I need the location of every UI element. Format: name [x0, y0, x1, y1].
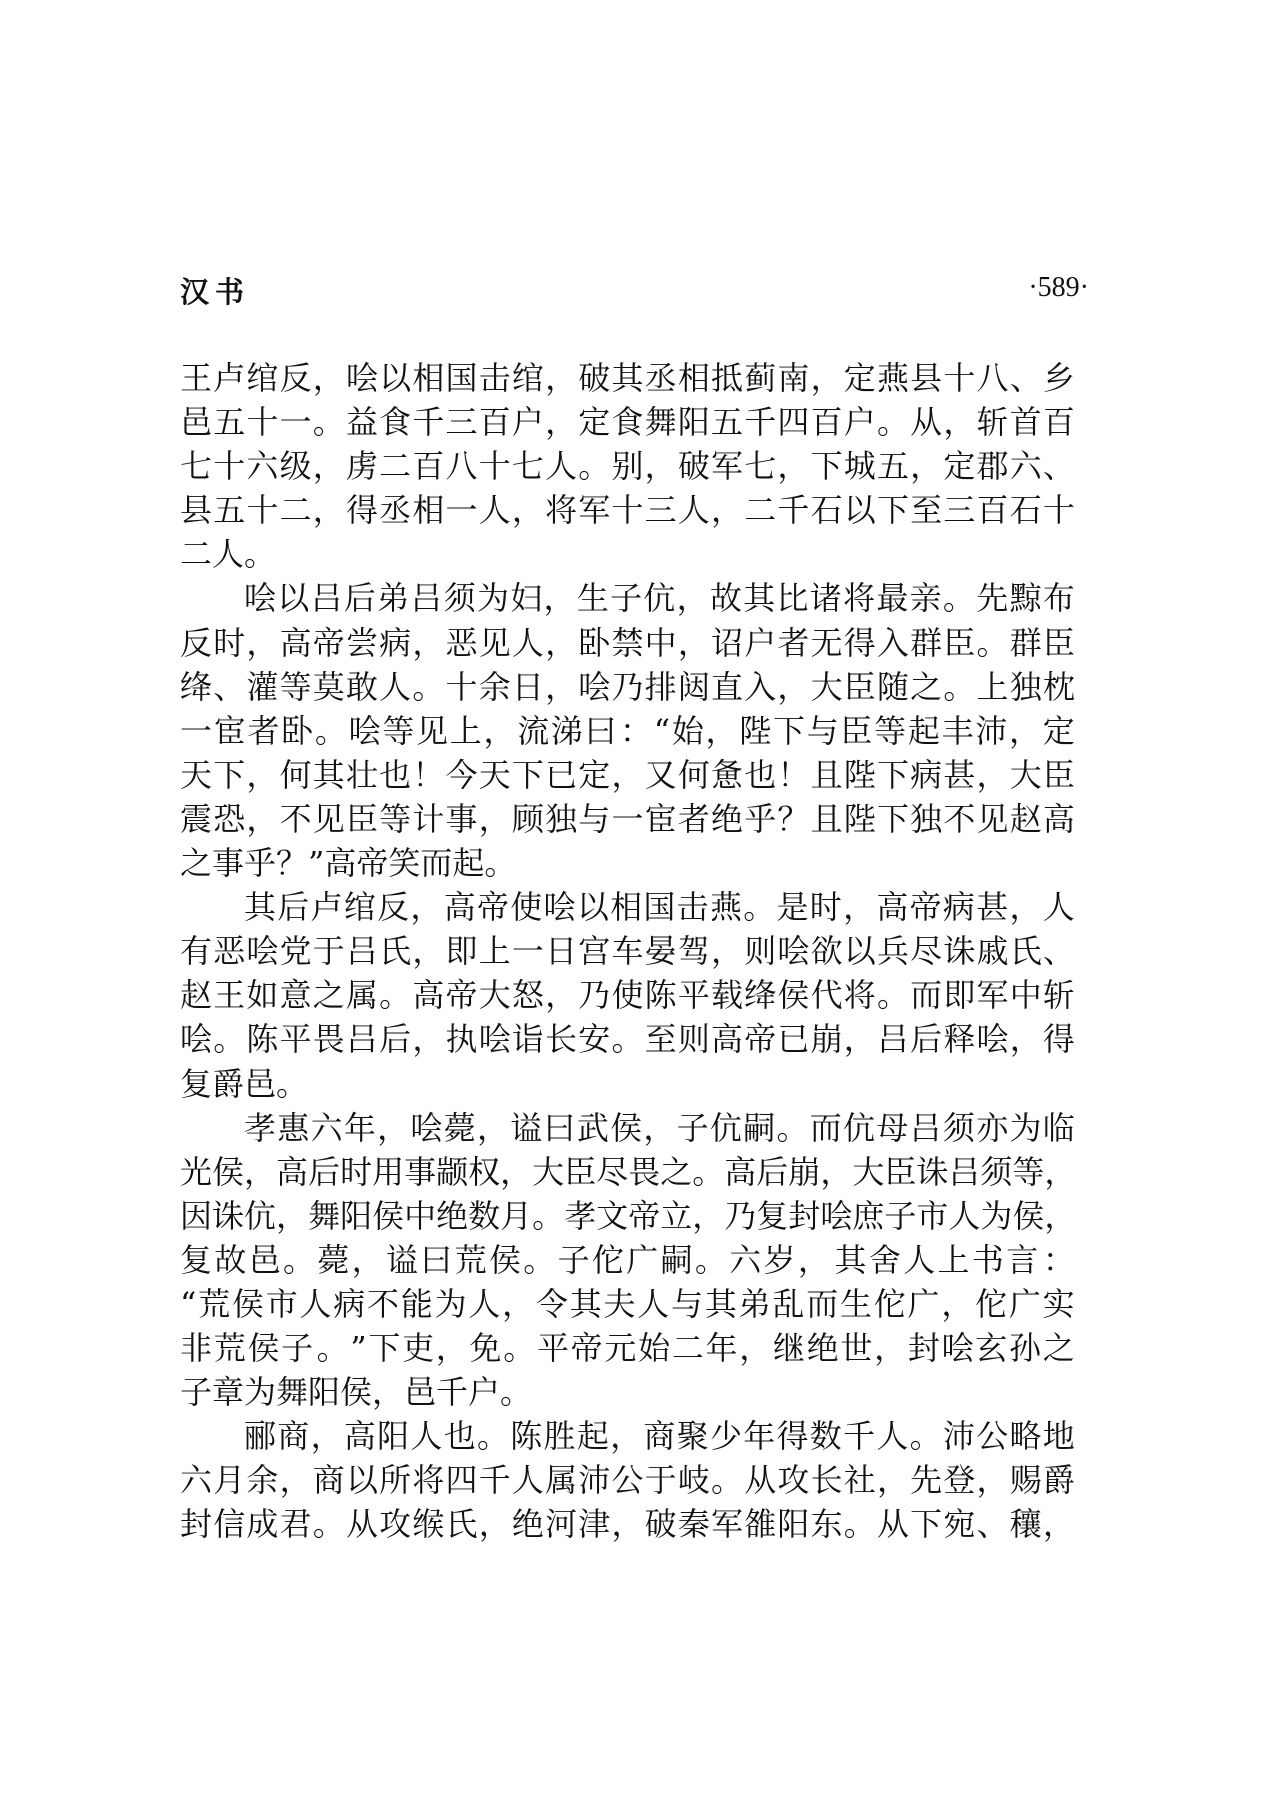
- text-line: 六 月 余 ， 商 以 所 将 四 千 人 属 沛 公 于 岐 。 从 攻 长 社 ， 先 登 ， 赐 爵: [180, 1461, 1075, 1500]
- text-line: 二人。: [180, 535, 277, 574]
- text-line: 子章为舞阳侯，邑千户。: [180, 1373, 533, 1412]
- text-line: 复爵邑。: [180, 1064, 309, 1103]
- text-line: “ 荒 侯 市 人 病 不 能 为 人 ， 令 其 夫 人 与 其 弟 乱 而 生 佗 广 ， 佗 广 实: [180, 1284, 1075, 1323]
- page-header: [180, 270, 1089, 310]
- text-line: 反 时 ， 高 帝 尝 病 ， 恶 见 人 ， 卧 禁 中 ， 诏 户 者 无 得 入 群 臣 。 群 臣: [180, 623, 1075, 662]
- text-line: 封 信 成 君 。 从 攻 缑 氏 ， 绝 河 津 ， 破 秦 军 雒 阳 东 。 从 下 宛 、 穰 ，: [180, 1505, 1075, 1544]
- text-line: 赵 王 如 意 之 属 。 高 帝 大 怒 ， 乃 使 陈 平 载 绛 侯 代 将 。 而 即 军 中 斩: [180, 976, 1075, 1015]
- text-line: 邑 五 十 一 。 益 食 千 三 百 户 ， 定 食 舞 阳 五 千 四 百 户 。 从 ， 斩 首 百: [180, 403, 1075, 442]
- text-line: 哙 以 吕 后 弟 吕 须 为 妇 ， 生 子 伉 ， 故 其 比 诸 将 最 亲 。 先 黥 布: [244, 579, 1075, 618]
- paragraph: [180, 356, 1075, 576]
- paragraph: [180, 576, 1075, 885]
- book-title: 汉书: [180, 275, 251, 309]
- text-line: 其 后 卢 绾 反 ， 高 帝 使 哙 以 相 国 击 燕 。 是 时 ， 高 帝 病 甚 ， 人: [244, 888, 1075, 927]
- body-text: [180, 356, 1075, 1547]
- text-line: 孝 惠 六 年 ， 哙 薨 ， 谥 曰 武 侯 ， 子 伉 嗣 。 而 伉 母 吕 须 亦 为 临: [244, 1108, 1075, 1147]
- text-line: 王 卢 绾 反 ， 哙 以 相 国 击 绾 ， 破 其 丞 相 抵 蓟 南 ， 定 燕 县 十 八 、 乡: [180, 359, 1075, 397]
- text-line: 复 故 邑 。 薨 ， 谥 曰 荒 侯 。 子 佗 广 嗣 。 六 岁 ， 其 舍 人 上 书 言 ：: [180, 1240, 1075, 1279]
- text-line: 光 侯 ， 高 后 时 用 事 颛 权 ， 大 臣 尽 畏 之 。 高 后 崩 ， 大 臣 诛 吕 须 等 ，: [180, 1152, 1077, 1191]
- text-line: 县 五 十 二 ， 得 丞 相 一 人 ， 将 军 十 三 人 ， 二 千 石 以 下 至 三 百 石 十: [180, 491, 1075, 530]
- text-line: 一 宦 者 卧 。 哙 等 见 上 ， 流 涕 曰 ： “ 始 ， 陛 下 与 臣 等 起 丰 沛 ， 定: [180, 711, 1075, 750]
- paragraph: [180, 1414, 1075, 1546]
- text-line: 天 下 ， 何 其 壮 也 ！ 今 天 下 已 定 ， 又 何 惫 也 ！ 且 陛 下 病 甚 ， 大 臣: [180, 755, 1075, 794]
- text-line: 哙 。 陈 平 畏 吕 后 ， 执 哙 诣 长 安 。 至 则 高 帝 已 崩 ， 吕 后 释 哙 ， 得: [180, 1020, 1075, 1059]
- page-number: ·589·: [1028, 272, 1089, 303]
- text-line: 郦 商 ， 高 阳 人 也 。 陈 胜 起 ， 商 聚 少 年 得 数 千 人 。 沛 公 略 地: [244, 1417, 1075, 1456]
- text-line: 震 恐 ， 不 见 臣 等 计 事 ， 顾 独 与 一 宦 者 绝 乎 ？ 且 陛 下 独 不 见 赵 高: [180, 799, 1075, 838]
- text-line: 之事乎？”高帝笑而起。: [180, 844, 517, 883]
- paragraph: [180, 1106, 1075, 1415]
- text-line: 因 诛 伉 ， 舞 阳 侯 中 绝 数 月 。 孝 文 帝 立 ， 乃 复 封 哙 庶 子 市 人 为 侯 ，: [180, 1196, 1077, 1235]
- text-line: 绛 、 灌 等 莫 敢 人 。 十 余 日 ， 哙 乃 排 闼 直 入 ， 大 臣 随 之 。 上 独 枕: [180, 667, 1075, 706]
- text-line: 有 恶 哙 党 于 吕 氏 ， 即 上 一 日 宫 车 晏 驾 ， 则 哙 欲 以 兵 尽 诛 戚 氏 、: [180, 932, 1075, 971]
- text-line: 七 十 六 级 ， 虏 二 百 八 十 七 人 。 别 ， 破 军 七 ， 下 城 五 ， 定 郡 六 、: [180, 447, 1075, 486]
- text-line: 非 荒 侯 子 。 ” 下 吏 ， 免 。 平 帝 元 始 二 年 ， 继 绝 世 ， 封 哙 玄 孙 之: [180, 1329, 1075, 1368]
- paragraph: [180, 885, 1075, 1105]
